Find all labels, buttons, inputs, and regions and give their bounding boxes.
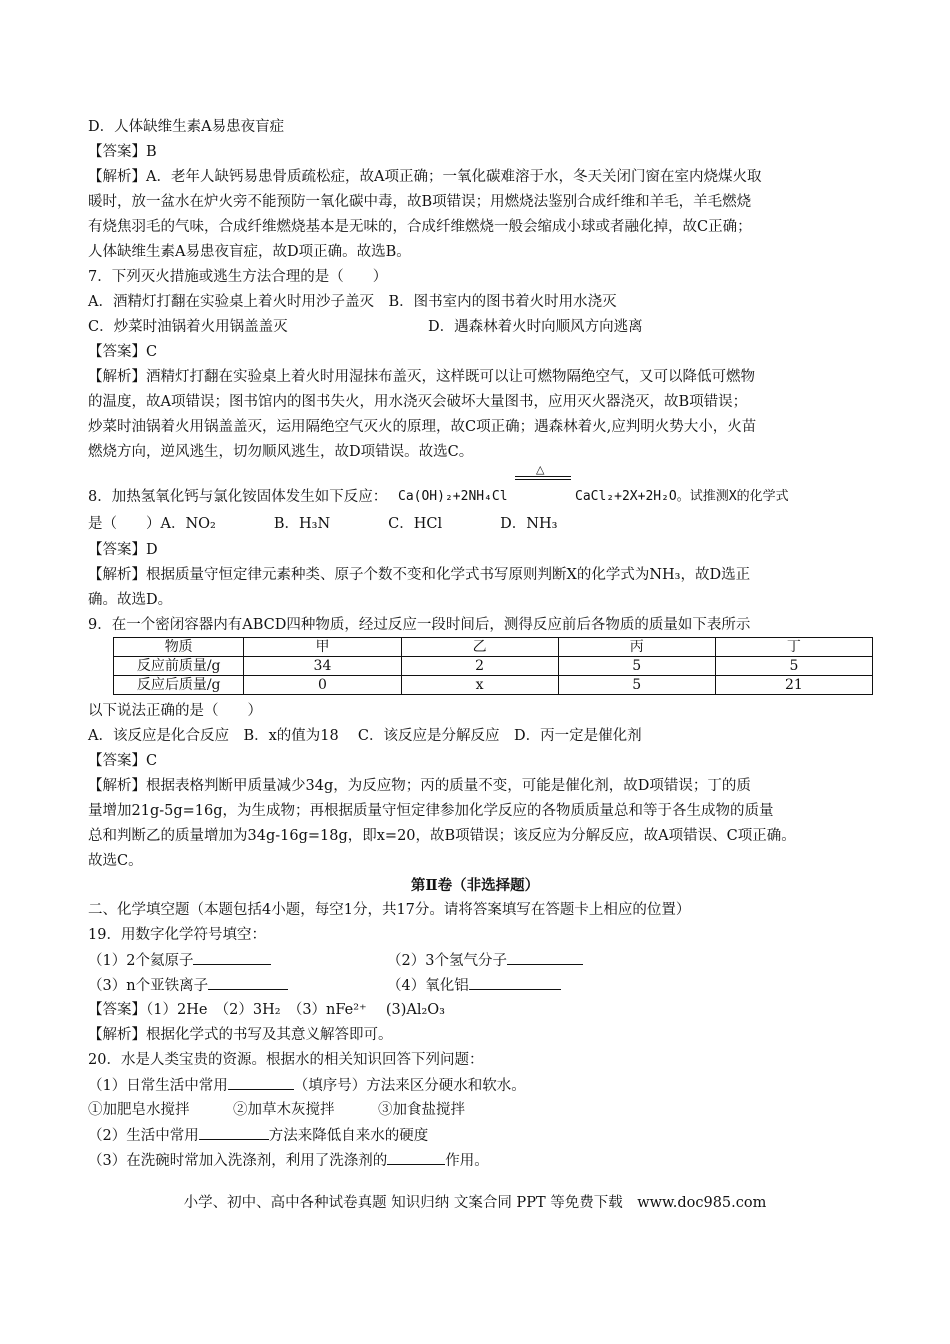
table-header-cell: 丁 <box>715 638 872 657</box>
q20-question: 20．水是人类宝贵的资源。根据水的相关知识回答下列问题： <box>88 1052 484 1068</box>
q20-options: ①加肥皂水搅拌 ②加草木灰搅拌 ③加食盐搅拌 <box>88 1102 465 1118</box>
table-cell: x <box>401 676 558 695</box>
q20-item-1: （1）日常生活中常用 （填序号）方法来区分硬水和软水。 <box>88 1075 526 1096</box>
q7-option-c: C．炒菜时油锅着火用锅盖盖灭 <box>88 319 288 335</box>
q9-options: A．该反应是化合反应 B．x的值为18 C．该反应是分解反应 D．丙一定是催化剂 <box>88 728 642 744</box>
table-header-cell: 甲 <box>244 638 401 657</box>
q6-explanation-4: 人体缺维生素A易患夜盲症，故D项正确。故选B。 <box>88 244 411 260</box>
q19-question: 19．用数字化学符号填空： <box>88 927 266 943</box>
table-header-cell: 乙 <box>401 638 558 657</box>
q6-option-d: D．人体缺维生素A易患夜盲症 <box>88 119 285 135</box>
q7-question: 7．下列灭火措施或逃生方法合理的是（ ） <box>88 269 388 285</box>
heat-icon: △ <box>536 463 545 476</box>
table-cell: 反应前质量/g <box>114 657 244 676</box>
q9-prompt: 以下说法正确的是（ ） <box>88 703 262 719</box>
q19-answer: 【答案】（1）2He （2）3H₂ （3）nFe²⁺ (3)Al₂O₃ <box>88 1002 445 1018</box>
q6-explanation-1: 【解析】A．老年人缺钙易患骨质疏松症，故A项正确；一氧化碳难溶于水，冬天关闭门窗在室内烧煤火取 <box>88 169 762 185</box>
q20-item-3: （3）在洗碗时常加入洗涤剂，利用了洗涤剂的 作用。 <box>88 1150 489 1171</box>
q7-explanation-4: 燃烧方向，逆风逃生，切勿顺风逃生，故D项错误。故选C。 <box>88 444 474 460</box>
table-row <box>114 676 873 695</box>
q8-equation-rhs: CaCl₂+2X+2H₂O。试推测X的化学式 <box>575 489 789 504</box>
q9-question: 9．在一个密闭容器内有ABCD四种物质，经过反应一段时间后，测得反应前后各物质的质量如下表所示 <box>88 617 751 633</box>
q8-equation-lhs: Ca(OH)₂+2NH₄Cl <box>398 489 508 504</box>
q9-answer: 【答案】C <box>88 753 158 769</box>
table-row <box>114 657 873 676</box>
q7-option-d: D．遇森林着火时向顺风方向逃离 <box>428 319 643 335</box>
q7-options-ab: A．酒精灯打翻在实验桌上着火时用沙子盖灭 B．图书室内的图书着火时用水浇灭 <box>88 294 617 310</box>
q8-reaction-arrow <box>515 464 571 486</box>
q8-explanation-2: 确。故选D。 <box>88 592 173 608</box>
table-cell: 5 <box>558 676 715 695</box>
section-title: 第Ⅱ卷（非选择题） <box>410 877 540 894</box>
part-two-heading: 二、化学填空题（本题包括4小题，每空1分，共17分。请将答案填写在答题卡上相应的位置） <box>88 902 691 918</box>
table-cell: 2 <box>401 657 558 676</box>
table-cell: 21 <box>715 676 872 695</box>
q20-item-2: （2）生活中常用 方法来降低自来水的硬度 <box>88 1125 428 1146</box>
q7-answer: 【答案】C <box>88 344 158 360</box>
table-cell: 0 <box>244 676 401 695</box>
q7-explanation-1: 【解析】酒精灯打翻在实验桌上着火时用湿抹布盖灭，这样既可以让可燃物隔绝空气，又可以降低可燃物 <box>88 369 755 385</box>
footer: 小学、初中、高中各种试卷真题 知识归纳 文案合同 PPT 等免费下载 www.doc985.com <box>183 1195 767 1211</box>
table-header-cell: 物质 <box>114 638 244 657</box>
table-header-cell: 丙 <box>558 638 715 657</box>
q6-explanation-3: 有烧焦羽毛的气味，合成纤维燃烧基本是无味的，合成纤维燃烧一般会缩成小球或者融化掉，故C正确； <box>88 219 752 235</box>
q8-options: 是（ ）A．NO₂ B．H₃N C．HCl D．NH₃ <box>88 516 558 532</box>
table-header-row <box>114 638 873 657</box>
q19-item-2: （2）3个氢气分子 <box>387 950 583 971</box>
q7-explanation-2: 的温度，故A项错误；图书馆内的图书失火，用水浇灭会破坏大量图书，应用灭火器浇灭，故B项错误； <box>88 394 748 410</box>
q8-question-prefix: 8．加热氢氧化钙与氯化铵固体发生如下反应： <box>88 489 388 505</box>
q19-item-3: （3）n个亚铁离子 <box>88 975 288 996</box>
q19-item-4: （4）氧化铝 <box>387 975 561 996</box>
q9-explanation-4: 故选C。 <box>88 853 143 869</box>
q9-explanation-2: 量增加21g-5g=16g，为生成物；再根据质量守恒定律参加化学反应的各物质质量总和等于各生成物的质量 <box>88 803 774 819</box>
q7-explanation-3: 炒菜时油锅着火用锅盖盖灭，运用隔绝空气灭火的原理，故C项正确；遇森林着火,应判明火势大小，火苗 <box>88 419 757 435</box>
q6-explanation-2: 暖时，放一盆水在炉火旁不能预防一氧化碳中毒，故B项错误；用燃烧法鉴别合成纤维和羊毛，羊毛燃烧 <box>88 194 752 210</box>
q19-explanation: 【解析】根据化学式的书写及其意义解答即可。 <box>88 1027 393 1043</box>
mass-table <box>113 637 873 695</box>
q8-explanation-1: 【解析】根据质量守恒定律元素种类、原子个数不变和化学式书写原则判断X的化学式为NH₃，故D选正 <box>88 567 751 583</box>
q9-explanation-1: 【解析】根据表格判断甲质量减少34g，为反应物；丙的质量不变，可能是催化剂，故D项错误；丁的质 <box>88 778 751 794</box>
q8-answer: 【答案】D <box>88 542 158 558</box>
table-cell: 5 <box>558 657 715 676</box>
q19-item-1: （1）2个氦原子 <box>88 950 271 971</box>
table-cell: 34 <box>244 657 401 676</box>
q9-explanation-3: 总和判断乙的质量增加为34g-16g=18g，即x=20，故B项错误；该反应为分解反应，故A项错误、C项正确。 <box>88 828 796 844</box>
table-cell: 反应后质量/g <box>114 676 244 695</box>
q6-answer: 【答案】B <box>88 144 157 160</box>
table-cell: 5 <box>715 657 872 676</box>
